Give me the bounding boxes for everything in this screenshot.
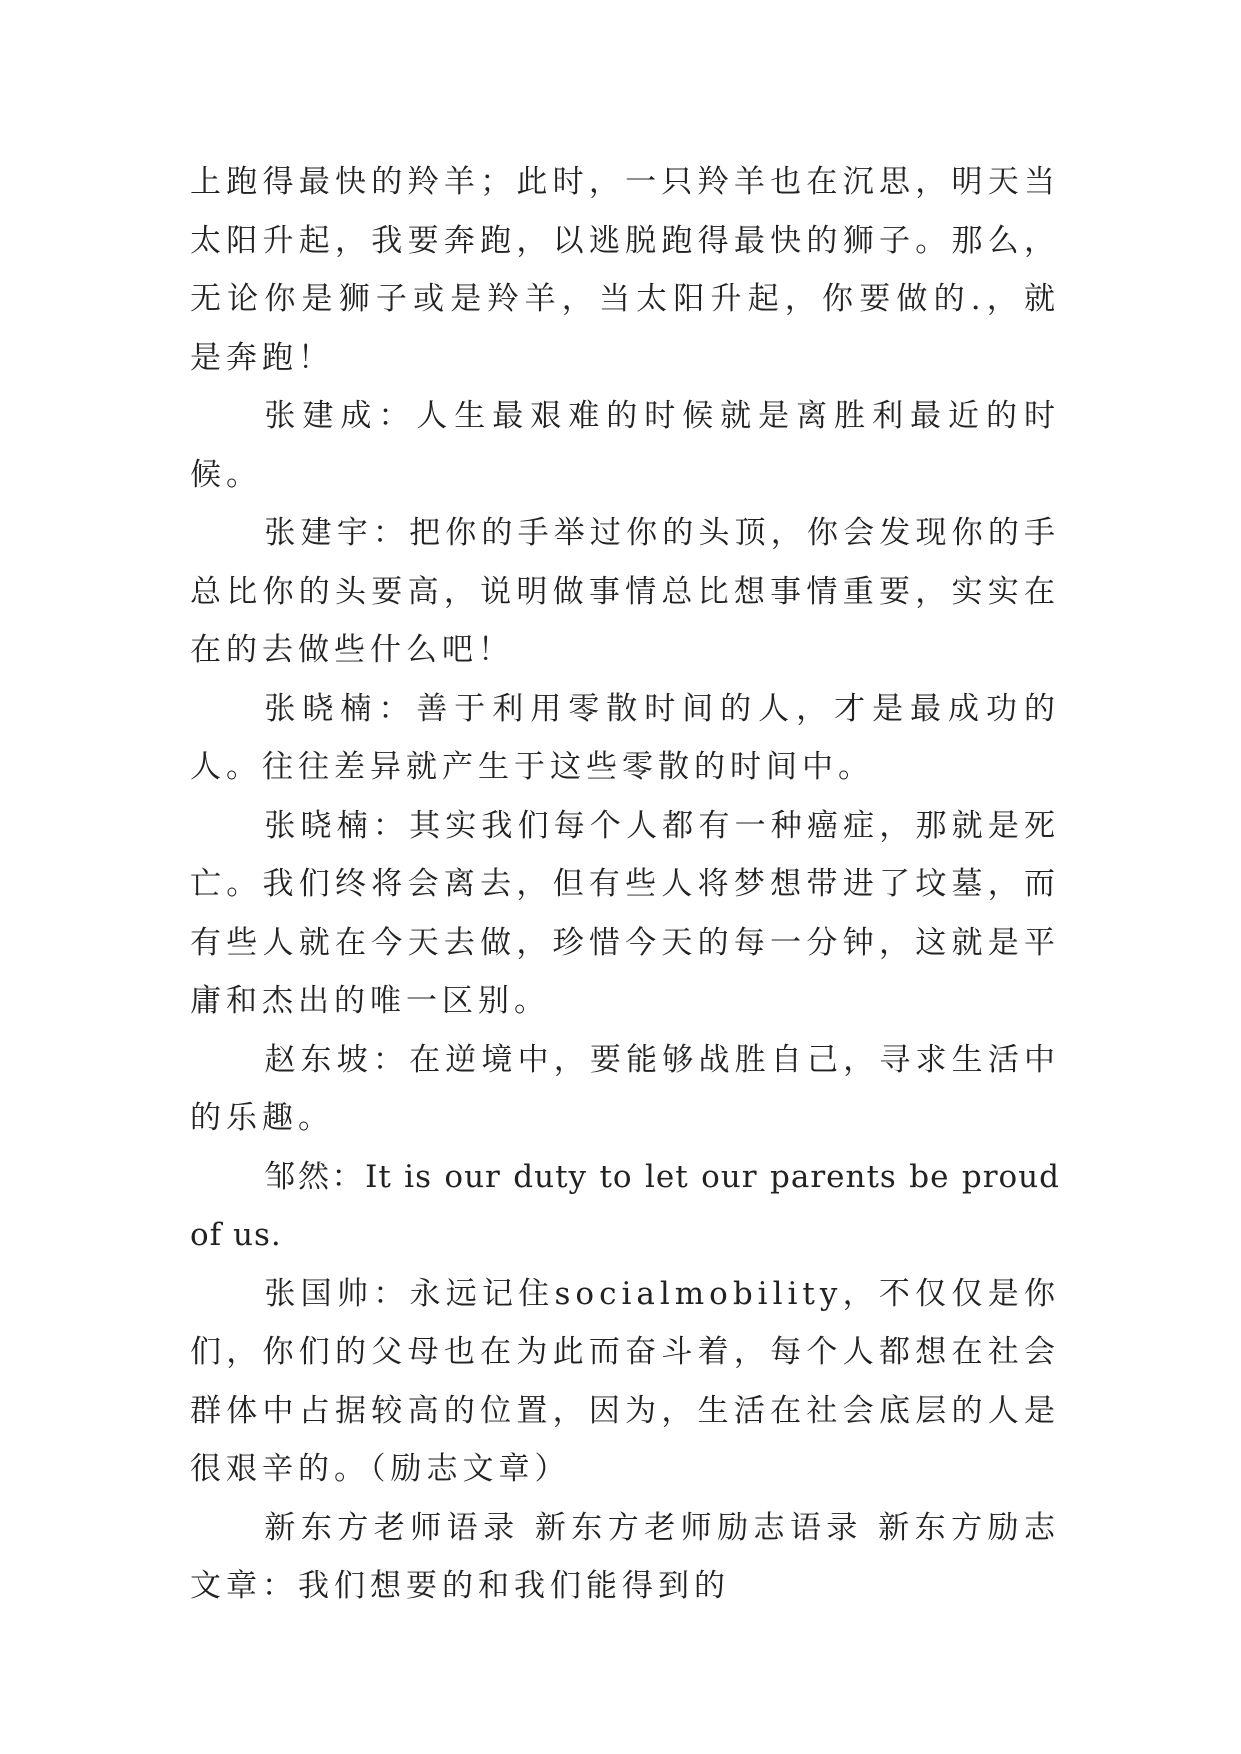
paragraph-related-titles: 新东方老师语录 新东方老师励志语录 新东方励志文章：我们想要的和我们能得到的 [190,1509,1060,1604]
paragraph-quote-zhang-jiancheng: 张建成：人生最艰难的时候就是离胜利最近的时候。 [190,398,1060,493]
document-body [190,153,1060,1616]
paragraph-quote-zhang-guoshuai: 张国帅：永远记住socialmobility，不仅仅是你们，你们的父母也在为此而奋斗着，每个人都想在社会群体中占据较高的位置，因为，生活在社会底层的人是很艰辛的。（励志文章） [190,1275,1060,1487]
paragraph-lion-antelope: 上跑得最快的羚羊；此时，一只羚羊也在沉思，明天当太阳升起，我要奔跑，以逃脱跑得最快的狮子。那么，无论你是狮子或是羚羊，当太阳升起，你要做的.，就是奔跑！ [190,164,1060,376]
paragraph-quote-zhao-dongpo: 赵东坡：在逆境中，要能够战胜自己，寻求生活中的乐趣。 [190,1041,1060,1136]
paragraph-quote-zou-ran: 邹然：It is our duty to let our parents be proud of us. [190,1158,1060,1253]
paragraph-quote-zhang-xiaonan-1: 张晓楠：善于利用零散时间的人，才是最成功的人。往往差异就产生于这些零散的时间中。 [190,690,1060,785]
paragraph-quote-zhang-jianyu: 张建宇：把你的手举过你的头顶，你会发现你的手总比你的头要高，说明做事情总比想事情重要，实实在在的去做些什么吧！ [190,515,1060,668]
paragraph-quote-zhang-xiaonan-2: 张晓楠：其实我们每个人都有一种癌症，那就是死亡。我们终将会离去，但有些人将梦想带进了坟墓，而有些人就在今天去做，珍惜今天的每一分钟，这就是平庸和杰出的唯一区别。 [190,807,1060,1019]
